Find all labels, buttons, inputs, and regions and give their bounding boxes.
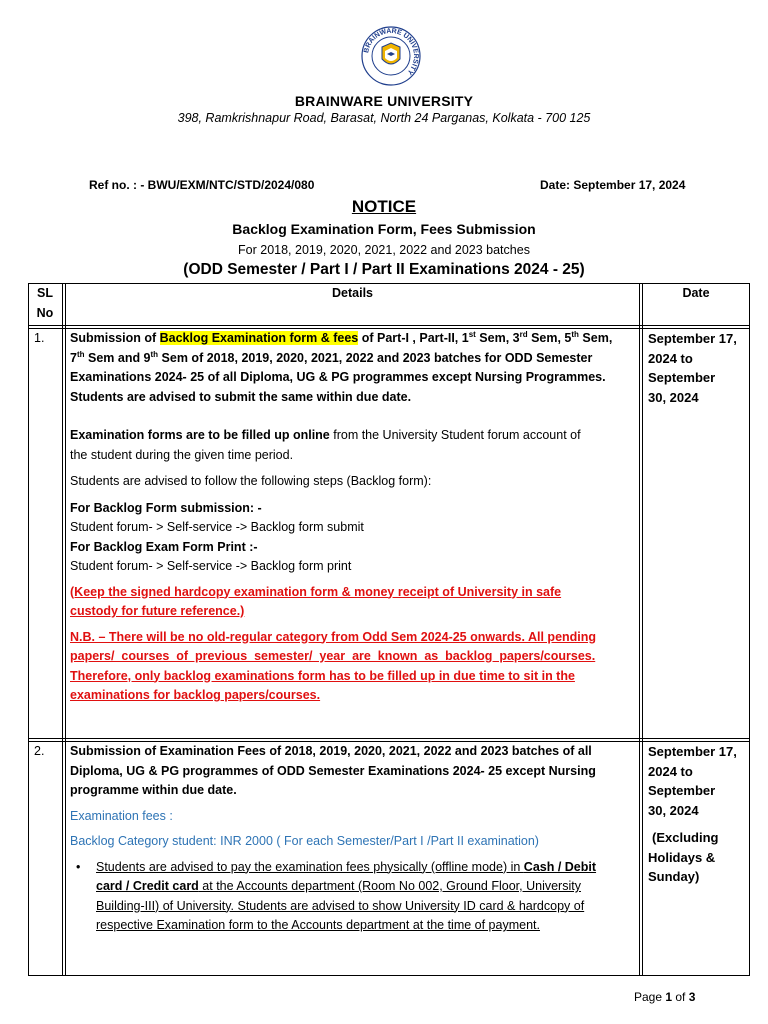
- row1-sl: 1.: [34, 331, 45, 345]
- red-note-2: N.B. – There will be no old-regular category from Odd Sem 2024-25 onwards. All pending: [70, 629, 597, 644]
- page-number: Page 1 of 3: [634, 990, 696, 1004]
- payment-bullet: • Students are advised to pay the examination fees physically (offline mode) in Cash / Debit card / Credit card at the Accounts department (Room No 002, Ground Floor, University Building-III) of University. Students are advised to show University ID card & hardcopy of respective Examination form to the Accounts department at the time of payment.: [76, 859, 597, 932]
- header-date: Date: [682, 286, 710, 300]
- reference-number: Ref no. : - BWU/EXM/NTC/STD/2024/080: [89, 178, 315, 192]
- red-note-1: (Keep the signed hardcopy examination form & money receipt of University in safe: [70, 584, 562, 599]
- notice-table: [28, 283, 750, 976]
- step2-heading: For Backlog Exam Form Print :-: [70, 539, 258, 554]
- row1-para1: Submission of Backlog Examination form & fees of Part-I , Part-II, 1st Sem, 3rd Sem, 5th Sem,: [70, 329, 613, 345]
- step1-body: Student forum- > Self-service -> Backlog form submit: [70, 520, 364, 534]
- row2-date: September 17, 2024 to September 30, 2024 (Excluding Holidays & Sunday): [648, 744, 737, 884]
- row1-details: Submission of Backlog Examination form & fees of Part-I , Part-II, 1st Sem, 3rd Sem, 5th Sem, 7th Sem and 9th Sem of 2018, 2019, 2020, 2021, 2022 and 2023 batches for ODD Semester Examinations 2024- 25 of all Diploma, UG & PG programmes except Nursing Programmes. Students are advised to submit the same within due date. Examination forms are to be filled up online from the University Student forum account of the student during the given time period. Students are advised to follow the following steps (Backlog form): For Backlog Form submission: - Student forum- > Self-service -> Backlog form submit For Backlog Exam Form Print :- Student forum- > Self-service -> Backlog form print (Keep the signed hardcopy examination form & money receipt of University in safe custody for future reference.) N.B. – There will be no old-regular category from Odd Sem 2024-25 onwards. All pending papers/ courses of previous semester/ year are known as backlog papers/courses. Therefore, only backlog examinations form has to be filled up in due time to sit in the examinations for backlog papers/courses.: [70, 329, 636, 706]
- bullet-icon: •: [76, 859, 81, 874]
- batches-line: For 2018, 2019, 2020, 2021, 2022 and 2023 batches: [238, 243, 530, 257]
- university-address: 398, Ramkrishnapur Road, Barasat, North 24 Parganas, Kolkata - 700 125: [177, 111, 591, 125]
- step2-body: Student forum- > Self-service -> Backlog form print: [70, 559, 352, 573]
- header-sl-no: SL No: [36, 286, 54, 320]
- fees-heading: Examination fees :: [70, 808, 173, 823]
- notice-subtitle: Backlog Examination Form, Fees Submission: [232, 221, 536, 237]
- exams-line: (ODD Semester / Part I / Part II Examinations 2024 - 25): [183, 261, 585, 278]
- row1-para3: Students are advised to follow the following steps (Backlog form):: [70, 474, 432, 488]
- notice-date: Date: September 17, 2024: [540, 178, 686, 192]
- highlighted-text: Backlog Examination form & fees: [159, 331, 359, 345]
- backlog-category-fee: Backlog Category student: INR 2000 ( For each Semester/Part I /Part II examination): [70, 834, 539, 848]
- university-name: BRAINWARE UNIVERSITY: [294, 93, 474, 109]
- svg-text:BRAINWARE UNIVERSITY: BRAINWARE UNIVERSITY: [363, 27, 420, 76]
- row2-sl: 2.: [34, 744, 45, 758]
- row1-date: September 17, 2024 to September 30, 2024: [648, 331, 737, 405]
- university-logo: [360, 25, 422, 87]
- row1-para2: Examination forms are to be filled up online from the University Student forum account of: [70, 428, 581, 442]
- notice-title: NOTICE: [351, 197, 417, 216]
- row2-details: Submission of Examination Fees of 2018, 2019, 2020, 2021, 2022 and 2023 batches of all Diploma, UG & PG programmes of ODD Semester Examinations 2024- 25 except Nursing programme within due date. Examination fees : Backlog Category student: INR 2000 ( For each Semester/Part I /Part II examination) • Students are advised to pay the examination fees physically (offline mode) in Cash / Debit card / Credit card at the Accounts department (Room No 002, Ground Floor, University Building-III) of University. Students are advised to show University ID card & hardcopy of respective Examination form to the Accounts department at the time of payment.: [70, 742, 636, 936]
- header-details: Details: [332, 286, 373, 300]
- step1-heading: For Backlog Form submission: -: [70, 500, 262, 515]
